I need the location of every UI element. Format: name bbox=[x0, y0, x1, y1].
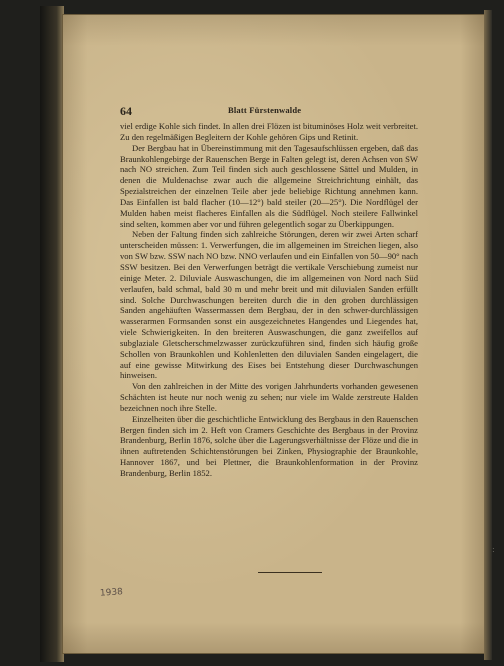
running-head: Blatt Fürstenwalde bbox=[228, 105, 302, 115]
margin-mark: : bbox=[492, 545, 495, 554]
paragraph: Neben der Faltung finden sich zahlreiche Störungen, deren wir zwei Arten scharf unterscheiden müssen: 1. Verwerfungen, die im allgemeinen im Streichen liegen, also von SW bzw. SSW nach NO bzw. NNO verlaufen und ein Einfallen von 50—90° nach SSW besitzen. Bei den Verwerfungen beträgt die vertikale Verschiebung zumeist nur einige Meter. 2. Diluviale Auswaschungen, die im allgemeinen von Nord nach Süd verlaufen, bald schmal, bald 30 m und mehr breit und mit diluvialen Sanden erfüllt sind. Solche Durchwaschungen bereiten durch die in den groben durchlässigen Sanden angehäuften Wassermassen dem Bergbau, der in den schwer-durchlässigen wasserarmen Formsanden sonst ein ausgezeichnetes Hangendes und Liegendes hat, viele Schwierigkeiten. In den breiteren Auswaschungen, die ganz zweifellos auf subglaziale Gletscherschmelzwasser zurückzuführen sind, finden sich häufig große Schollen von Braunkohlen und Kohlenletten den diluvialen Sanden eingelagert, die auf eine gewisse Mitwirkung des Eises bei Entstehung dieser Durchwaschungen hinweisen. bbox=[120, 229, 418, 381]
end-rule bbox=[258, 572, 322, 573]
pencil-note: 1938 bbox=[99, 587, 124, 599]
paragraph: Der Bergbau hat in Übereinstimmung mit den Tagesaufschlüssen ergeben, daß das Braunkohlengebirge der Rauenschen Berge in Falten gelegt ist, deren Achsen von SW nach NO streichen. Zum Teil finden sich auch geschlossene Sättel und Mulden, in denen die Muldenachse zwar auch die allgemeine Streichrichtung einhält, das Spezialstreichen der einzelnen Teile aber jede beliebige Richtung annehmen kann. Das Einfallen ist bald flacher (10—12°) bald steiler (20—25°). Die Nordflügel der Mulden haben meist flacheres Einfallen als die Südflügel. Noch steilere Fallwinkel sind selten, kommen aber vor und führen gelegentlich sogar zu Überkippungen. bbox=[120, 142, 418, 229]
page-header bbox=[120, 104, 420, 118]
book-spine bbox=[40, 6, 64, 662]
paragraph: viel erdige Kohle sich findet. In allen drei Flözen ist bituminöses Holz weit verbreitet. Zu den regelmäßigen Begleitern der Kohle gehören Gips und Retinit. bbox=[120, 121, 418, 142]
paragraph: Von den zahlreichen in der Mitte des vorigen Jahrhunderts vorhanden gewesenen Schächten ist heute nur noch wenig zu sehen; nur viele im Walde zerstreute Halden bezeichnen noch ihre Stelle. bbox=[120, 381, 418, 413]
paragraph: Einzelheiten über die geschichtliche Entwicklung des Bergbaus in den Rauenschen Bergen finden sich im 2. Heft von Cramers Geschichte des Bergbaus in der Provinz Brandenburg, Berlin 1876, solche über die Lagerungsverhältnisse der Flöze und die in ihnen auftretenden Schichtenstörungen bei Zinken, Physiographie der Braunkohle, Hannover 1867, und bei Plettner, die Braunkohlenformation in der Provinz Brandenburg, Berlin 1852. bbox=[120, 413, 418, 478]
page-number: 64 bbox=[120, 104, 132, 118]
body-text bbox=[120, 121, 418, 479]
page-edge bbox=[484, 10, 492, 660]
